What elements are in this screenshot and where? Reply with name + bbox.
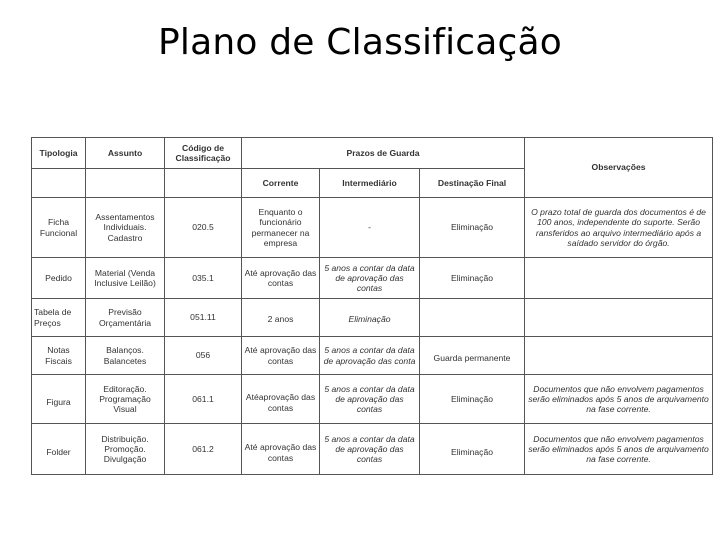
table-row [32,258,713,299]
subheader-empty [32,169,86,198]
table-row [32,337,713,375]
cell-corrente: 2 anos [242,299,320,337]
cell-tipologia: Folder [32,424,86,475]
cell-assunto: Assentamentos Individuais. Cadastro [86,198,165,258]
table-row [32,299,713,337]
page-title: Plano de Classificação [157,22,563,63]
header-destinacao: Destinação Final [420,169,525,198]
cell-tipologia: Figura [32,375,86,424]
cell-intermediario: 5 anos a contar da data de aprovação das conta [320,337,420,375]
cell-corrente: Atéaprovação das contas [242,375,320,424]
cell-destinacao: Eliminação [420,198,525,258]
cell-corrente: Enquanto o funcionário permanecer na empresa [242,198,320,258]
cell-assunto: Distribuição. Promoção. Divulgação [86,424,165,475]
cell-tipologia: Ficha Funcional [32,198,86,258]
subheader-empty [165,169,242,198]
header-codigo: Código de Classificação [165,138,242,169]
cell-observacoes [525,299,713,337]
cell-codigo: 061.2 [165,424,242,475]
header-intermediario: Intermediário [320,169,420,198]
cell-intermediario: 5 anos a contar da data de aprovação das contas [320,375,420,424]
cell-observacoes [525,337,713,375]
cell-corrente: Até aprovação das contas [242,258,320,299]
cell-codigo: 061.1 [165,375,242,424]
cell-intermediario: - [320,198,420,258]
cell-destinacao: Guarda permanente [420,337,525,375]
header-assunto: Assunto [86,138,165,169]
cell-observacoes: O prazo total de guarda dos documentos é de 100 anos, independente do suporte. Serão ransferidos ao arquivo intermediário após a saídado servidor do órgão. [525,198,713,258]
header-observacoes: Observações [525,138,713,198]
cell-assunto: Material (Venda Inclusive Leilão) [86,258,165,299]
cell-observacoes: Documentos que não envolvem pagamentos serão eliminados após 5 anos de arquivamento na fase corrente. [525,375,713,424]
header-prazos: Prazos de Guarda [242,138,525,169]
classification-table [31,137,713,475]
cell-corrente: Até aprovação das contas [242,337,320,375]
table-row [32,424,713,475]
cell-codigo: 035.1 [165,258,242,299]
cell-tipologia: Notas Fiscais [32,337,86,375]
header-corrente: Corrente [242,169,320,198]
cell-assunto: Previsão Orçamentária [86,299,165,337]
cell-destinacao [420,299,525,337]
cell-destinacao: Eliminação [420,375,525,424]
cell-intermediario: 5 anos a contar da data de aprovação das contas [320,424,420,475]
cell-corrente: Até aprovação das contas [242,424,320,475]
cell-observacoes: Documentos que não envolvem pagamentos serão eliminados após 5 anos de arquivamento na fase corrente. [525,424,713,475]
cell-observacoes [525,258,713,299]
subheader-empty [86,169,165,198]
cell-tipologia: Pedido [32,258,86,299]
cell-codigo: 056 [165,337,242,375]
cell-destinacao: Eliminação [420,424,525,475]
cell-assunto: Editoração. Programação Visual [86,375,165,424]
cell-assunto: Balanços. Balancetes [86,337,165,375]
header-row [32,138,713,169]
cell-destinacao: Eliminação [420,258,525,299]
cell-intermediario: Eliminação [320,299,420,337]
cell-codigo: 020.5 [165,198,242,258]
table-row [32,375,713,424]
cell-intermediario: 5 anos a contar da data de aprovação das contas [320,258,420,299]
cell-codigo: 051.11 [165,299,242,337]
header-tipologia: Tipologia [32,138,86,169]
cell-tipologia: Tabela de Preços [32,299,86,337]
table-row [32,198,713,258]
